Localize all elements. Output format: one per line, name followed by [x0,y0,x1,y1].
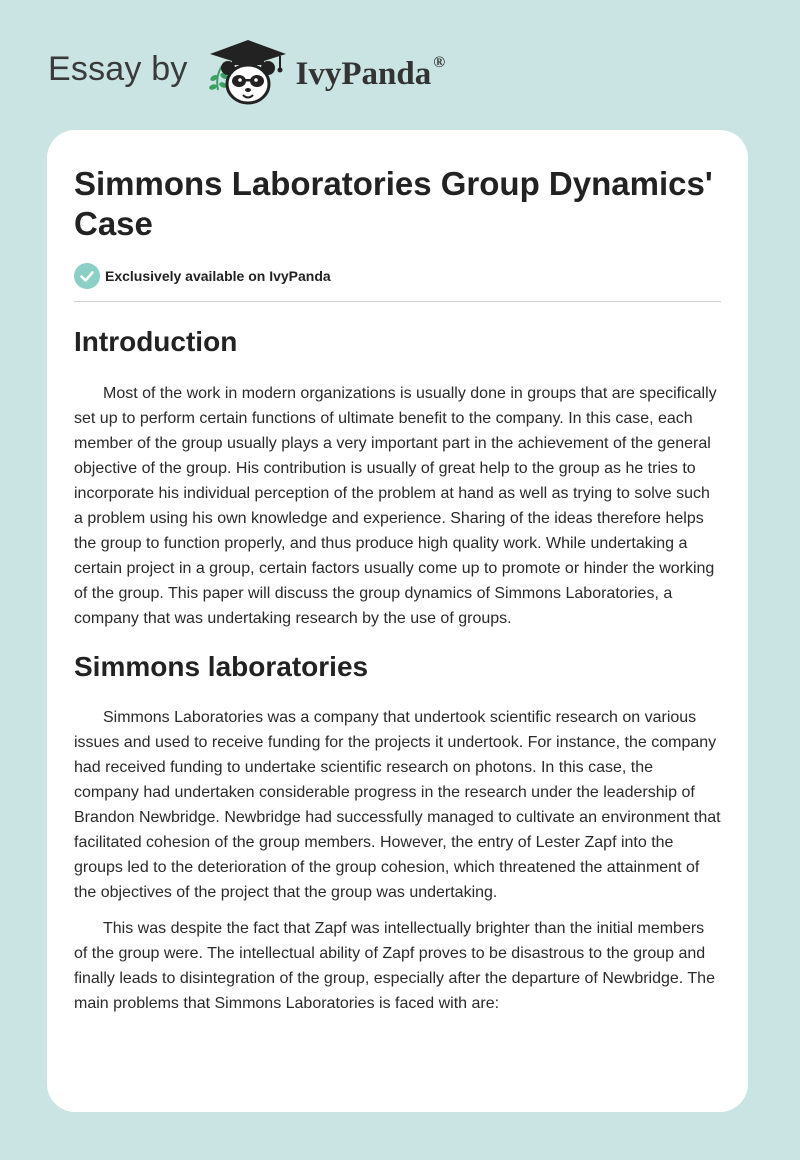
essay-card [47,130,748,1112]
site-brand[interactable] [48,34,445,110]
essay-by-label: Essay by [48,49,188,88]
registered-mark: ® [433,53,446,71]
ivypanda-logo-text [295,53,446,93]
simmons-paragraph-1: Simmons Laboratories was a company that undertook scientific research on various issues and used to receive funding for the projects it undertook. For instance, the company had received funding to undertake scientific research on photons. In this case, the company had undertaken considerable progress in the research under the leadership of Brandon Newbridge. Newbridge had successfully managed to cultivate an environment that facilitated cohesion of the group members. However, the entry of Lester Zapf into the groups led to the deterioration of the group cohesion, which threatened the attainment of the objectives of the project that the group was undertaking. [74,709,721,901]
exclusive-badge [74,263,721,289]
panda-graduation-cap-icon [202,34,294,110]
title-divider [74,301,721,302]
brand-name: IvyPanda [295,55,432,92]
essay-title: Simmons Laboratories Group Dynamics' Case [74,165,713,242]
exclusive-label: Exclusively available on IvyPanda [105,268,331,284]
check-circle-icon [74,263,100,289]
introduction-paragraph: Most of the work in modern organizations is usually done in groups that are specifically set up to perform certain functions of ultimate benefit to the company. In this case, each member of the group usually plays a very important part in the achievement of the general objective of the group. His contribution is usually of great help to the group as he tries to incorporate his individual perception of the problem at hand as well as trying to solve such a problem using his own knowledge and experience. Sharing of the ideas therefore helps the group to function properly, and thus produce high quality work. While undertaking a certain project in a group, certain factors usually come up to promote or hinder the working of the group. This paper will discuss the group dynamics of Simmons Laboratories, a company that was undertaking research by the use of groups. [74,385,717,627]
section-heading-simmons-laboratories: Simmons laboratories [74,651,369,682]
simmons-paragraph-2: This was despite the fact that Zapf was intellectually brighter than the initial members of the group were. The intellectual ability of Zapf proves to be disastrous to the group and finally leads to disintegration of the group, especially after the departure of Newbridge. The main problems that Simmons Laboratories is faced with are: [74,920,715,1012]
section-heading-introduction: Introduction [74,326,238,357]
